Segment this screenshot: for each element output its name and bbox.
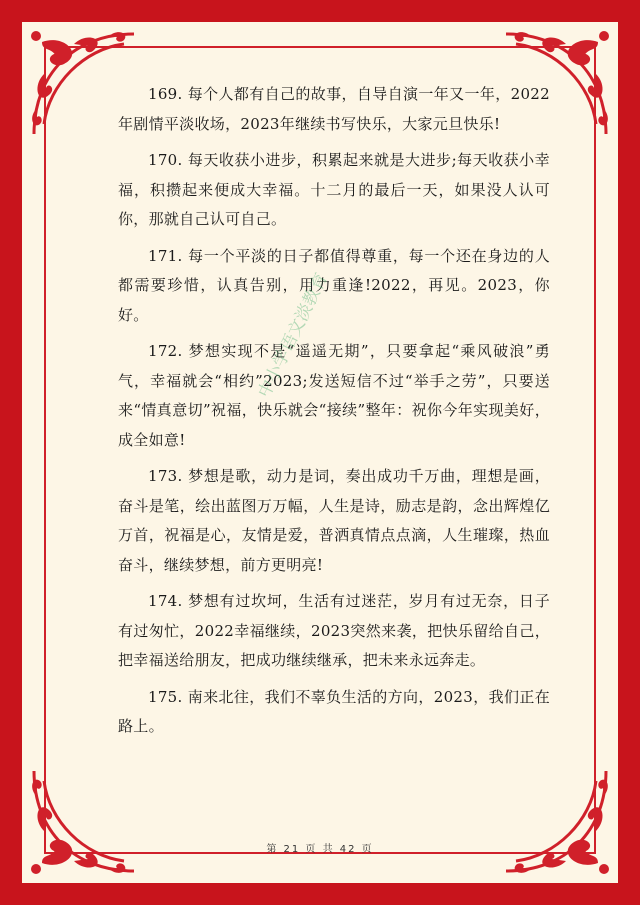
- paragraph-172: 172. 梦想实现不是“遥遥无期”，只要拿起“乘风破浪”勇气，幸福就会“相约”2023;发送短信不过“举手之劳”，只要送来“情真意切”祝福，快乐就会“接续”整年：祝你今年实现美好，成全如意!: [118, 342, 550, 449]
- corner-ornament-icon: [496, 761, 616, 881]
- paragraph-174: 174. 梦想有过坎坷，生活有过迷茫，岁月有过无奈，日子有过匆忙，2022幸福继续，2023突然来袭，把快乐留给自己，把幸福送给朋友，把成功继续继承，把未来永远奔走。: [118, 592, 550, 669]
- corner-ornament-icon: [24, 761, 144, 881]
- page-number: 第 21 页 共 42 页: [266, 844, 374, 855]
- paragraph-173: 173. 梦想是歌，动力是词，奏出成功千万曲，理想是画，奋斗是笔，绘出蓝图万万幅，人生是诗，励志是韵，念出辉煌亿万首，祝福是心，友情是爱，普洒真情点点滴，人生璀璨，热血奋斗，继续梦想，前方更明亮!: [118, 467, 550, 574]
- paragraph-175: 175. 南来北往，我们不辜负生活的方向，2023，我们正在路上。: [118, 687, 550, 735]
- paragraph-169: 169. 每个人都有自己的故事，自导自演一年又一年，2022年剧情平淡收场，2023年继续书写快乐，大家元旦快乐!: [118, 85, 550, 133]
- paragraph-171: 171. 每一个平淡的日子都值得尊重，每一个还在身边的人都需要珍惜，认真告别，用力重逢!2022，再见。2023，你好。: [118, 246, 550, 324]
- watermark: 中小学语文淡教育: [254, 269, 333, 401]
- body-text: [118, 80, 550, 749]
- paragraph-170: 170. 每天收获小进步，积累起来就是大进步;每天收获小幸福，积攒起来便成大幸福。十二月的最后一天，如果没人认可你，那就自己认可自己。: [118, 151, 550, 228]
